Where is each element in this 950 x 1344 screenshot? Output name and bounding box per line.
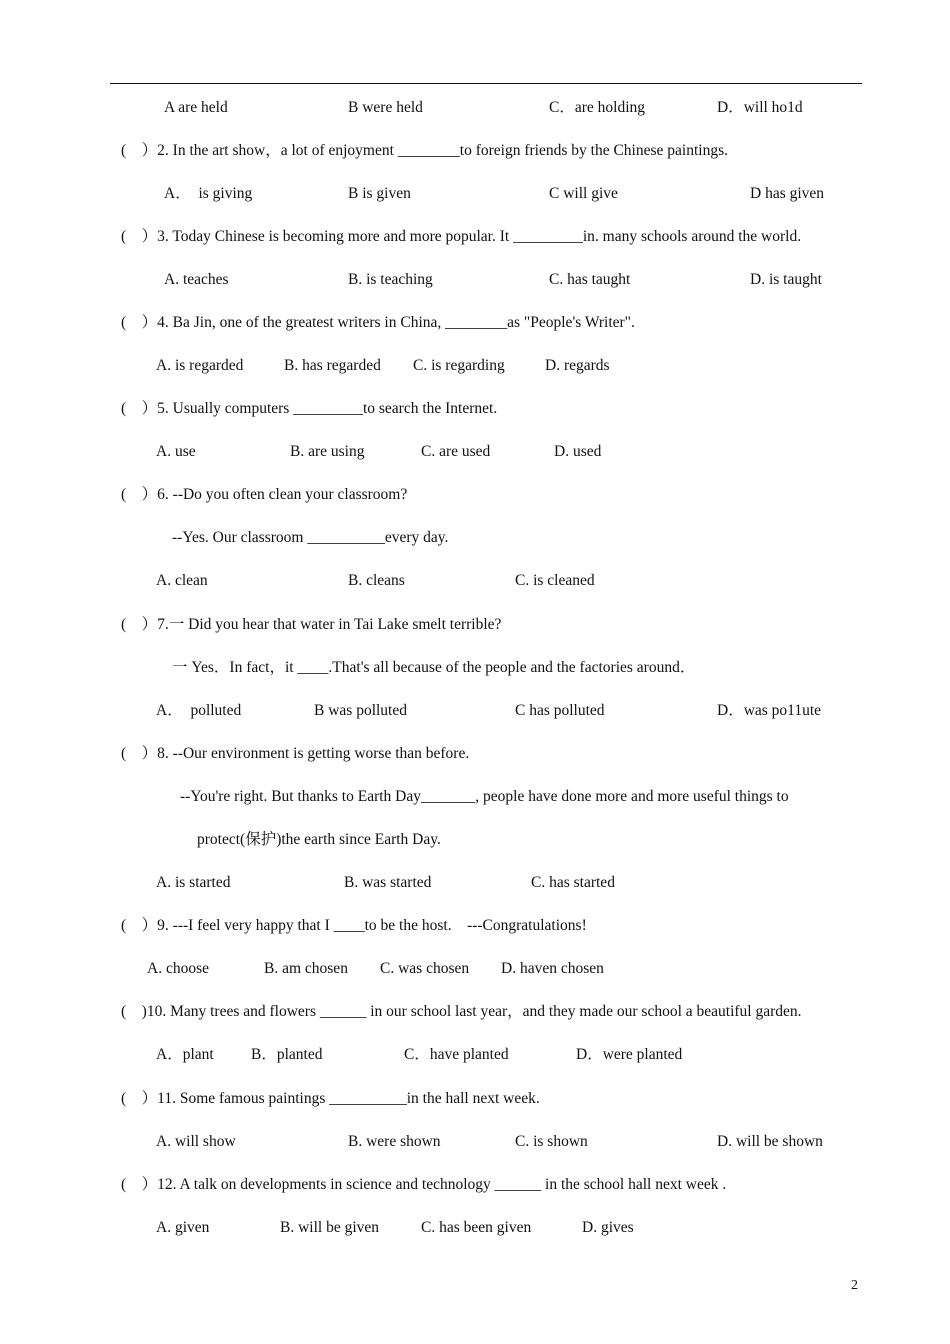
q12-option-c: C. has been given — [421, 1219, 532, 1236]
q6-option-c: C. is cleaned — [515, 572, 595, 589]
q5-option-a: A. use — [156, 443, 196, 460]
q12-option-d: D. gives — [582, 1219, 634, 1236]
q11-option-b: B. were shown — [348, 1133, 441, 1150]
q9-option-d: D. haven chosen — [501, 960, 604, 977]
q2-option-b: B is given — [348, 185, 411, 202]
q10-option-a: A．plant — [156, 1046, 214, 1063]
q4-option-b: B. has regarded — [284, 357, 381, 374]
q7-option-d: D．was po11ute — [717, 702, 822, 719]
q1-option-d: D．will ho1d — [717, 99, 803, 116]
q5-option-c: C. are used — [421, 443, 491, 460]
q8-option-a: A. is started — [156, 874, 231, 891]
q3-option-d: D. is taught — [750, 271, 822, 288]
q7-option-c: C has polluted — [515, 702, 605, 719]
q2-option-d: D has given — [750, 185, 825, 202]
q11-option-c: C. is shown — [515, 1133, 588, 1150]
q7-option-b: B was polluted — [314, 702, 407, 719]
q12-option-a: A. given — [156, 1219, 210, 1236]
q8-response: --You're right. But thanks to Earth Day_______, people have done more and more useful things to — [180, 788, 789, 805]
q11-stem: ( ）11. Some famous paintings __________in the hall next week. — [121, 1090, 540, 1107]
header-rule — [110, 83, 862, 84]
q11-option-a: A. will show — [156, 1133, 236, 1150]
q7-stem: ( ）7.一 Did you hear that water in Tai Lake smelt terrible? — [121, 616, 502, 633]
q6-response: --Yes. Our classroom __________every day. — [172, 529, 449, 546]
q4-option-c: C. is regarding — [413, 357, 505, 374]
q1-option-a: A are held — [164, 99, 228, 116]
q3-option-a: A. teaches — [164, 271, 229, 288]
q4-option-d: D. regards — [545, 357, 610, 374]
q9-option-b: B. am chosen — [264, 960, 348, 977]
q9-option-a: A. choose — [147, 960, 209, 977]
q12-option-b: B. will be given — [280, 1219, 380, 1236]
q11-option-d: D. will be shown — [717, 1133, 823, 1150]
q5-stem: ( ）5. Usually computers _________to search the Internet. — [121, 400, 498, 417]
q4-stem: ( ）4. Ba Jin, one of the greatest writers in China, ________as "People's Writer". — [121, 314, 635, 331]
q3-stem: ( ）3. Today Chinese is becoming more and more popular. It _________in. many schools around the world. — [121, 228, 802, 245]
q10-option-d: D．were planted — [576, 1046, 683, 1063]
q1-option-c: C．are holding — [549, 99, 645, 116]
q4-option-a: A. is regarded — [156, 357, 244, 374]
q9-option-c: C. was chosen — [380, 960, 470, 977]
q5-option-b: B. are using — [290, 443, 365, 460]
q2-option-a: A． is giving — [164, 185, 253, 202]
q6-option-a: A. clean — [156, 572, 208, 589]
q10-option-c: C．have planted — [404, 1046, 509, 1063]
q3-option-b: B. is teaching — [348, 271, 433, 288]
q8-option-c: C. has started — [531, 874, 615, 891]
q2-option-c: C will give — [549, 185, 618, 202]
q6-option-b: B. cleans — [348, 572, 405, 589]
q5-option-d: D. used — [554, 443, 602, 460]
page-number: 2 — [851, 1278, 858, 1293]
q9-stem: ( ）9. ---I feel very happy that I ____to be the host. ---Congratulations! — [121, 917, 587, 934]
q8-option-b: B. was started — [344, 874, 432, 891]
q6-stem: ( ）6. --Do you often clean your classroom? — [121, 486, 408, 503]
q8-stem: ( ）8. --Our environment is getting worse than before. — [121, 745, 470, 762]
q8-response-cont: protect(保护)the earth since Earth Day. — [197, 831, 441, 848]
q12-stem: ( ）12. A talk on developments in science and technology ______ in the school hall next week . — [121, 1176, 727, 1193]
q10-stem: ( )10. Many trees and flowers ______ in our school last year，and they made our school a beautiful garden. — [121, 1003, 802, 1020]
q3-option-c: C. has taught — [549, 271, 631, 288]
q7-option-a: A． polluted — [156, 702, 242, 719]
q10-option-b: B．planted — [251, 1046, 323, 1063]
q1-option-b: B were held — [348, 99, 423, 116]
q2-stem: ( ）2. In the art show，a lot of enjoyment ________to foreign friends by the Chinese paintings. — [121, 142, 728, 159]
q7-response: 一 Yes．In fact，it ____.That's all because of the people and the factories around． — [172, 659, 696, 676]
